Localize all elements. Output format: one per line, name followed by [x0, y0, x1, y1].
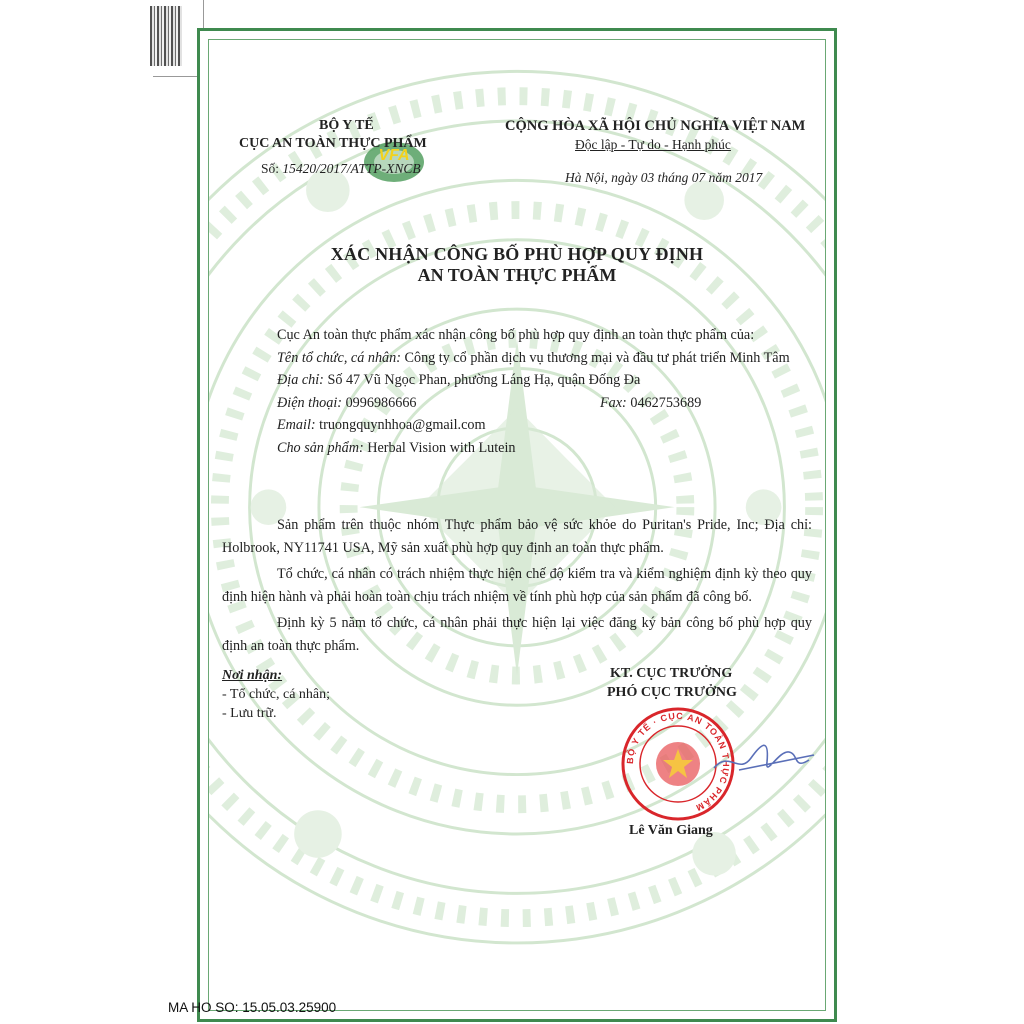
number-value: 15420/2017/ATTP-XNCB	[282, 161, 421, 176]
recipients-block	[222, 666, 422, 723]
recipient-item: - Tổ chức, cá nhân;	[222, 687, 331, 702]
paragraph-manufacturer: Sản phẩm trên thuộc nhóm Thực phẩm bảo vệ sức khỏe do Puritan's Pride, Inc; Địa chỉ: Holbrook, NY11741 USA, Mỹ sản xuất phù hợp quy định an toàn thực phẩm.	[222, 517, 812, 556]
national-motto: Độc lập - Tự do - Hạnh phúc	[575, 137, 731, 152]
handwritten-signature-icon	[709, 730, 819, 790]
signatory-title-line1: KT. CỤC TRƯỞNG	[610, 666, 733, 681]
address-field: Địa chỉ: Số 47 Vũ Ngọc Phan, phường Láng Hạ, quận Đống Đa	[277, 372, 641, 388]
product-field: Cho sản phẩm: Herbal Vision with Lutein	[277, 439, 516, 456]
country-name: CỘNG HÒA XÃ HỘI CHỦ NGHĨA VIỆT NAM	[505, 118, 806, 134]
fax-value: 0462753689	[630, 394, 702, 411]
document-title-line1: XÁC NHẬN CÔNG BỐ PHÙ HỢP QUY ĐỊNH	[330, 244, 704, 264]
phone-value: 0996986666	[345, 394, 417, 411]
declaration-paragraphs	[222, 514, 812, 657]
certificate	[197, 28, 837, 1022]
fax-field: Fax: 0462753689	[600, 394, 702, 411]
paragraph-renewal: Định kỳ 5 năm tổ chức, cá nhân phải thực hiện lại việc đăng ký bản công bố phù hợp quy định an toàn thực phẩm.	[222, 615, 812, 654]
signer-name: Lê Văn Giang	[629, 823, 713, 838]
document-number	[261, 161, 421, 177]
signatory-title-line2: PHÓ CỤC TRƯỞNG	[607, 685, 737, 700]
svg-text:BỘ Y TẾ · CỤC AN TOÀN THỰC PHẨ: BỘ Y TẾ · CỤC AN TOÀN THỰC PHẨM	[624, 710, 732, 814]
address-value: Số 47 Vũ Ngọc Phan, phường Láng Hạ, quận Đống Đa	[327, 372, 641, 388]
product-value: Herbal Vision with Lutein	[367, 439, 516, 456]
declaration-fields	[222, 324, 812, 459]
qr-code-icon	[150, 6, 182, 66]
certificate-inner-border	[208, 39, 826, 1011]
intro-text: Cục An toàn thực phẩm xác nhận công bố phù hợp quy định an toàn thực phẩm của:	[277, 327, 755, 343]
issue-date: Hà Nội, ngày 03 tháng 07 năm 2017	[565, 170, 763, 185]
svg-text:VFA: VFA	[378, 147, 410, 164]
paragraph-responsibility: Tổ chức, cá nhân có trách nhiệm thực hiện chế độ kiểm tra và kiểm nghiệm định kỳ theo quy định hiện hành và phải hoàn toàn chịu trách nhiệm về tính phù hợp của sản phẩm đã công bố.	[222, 566, 812, 605]
org-field: Tên tổ chức, cá nhân: Công ty cổ phần dịch vụ thương mại và đầu tư phát triển Minh Tâm	[277, 349, 790, 366]
ministry-name: BỘ Y TẾ	[319, 118, 374, 133]
number-label: Số:	[261, 161, 280, 176]
dossier-code: MA HO SO: 15.05.03.25900	[168, 1000, 337, 1015]
recipients-title: Nơi nhận:	[222, 668, 283, 683]
phone-fax-field: Điện thoại: 0996986666 Fax: 0462753689	[222, 392, 812, 415]
department-name: CỤC AN TOÀN THỰC PHẨM	[239, 136, 427, 151]
org-value: Công ty cổ phần dịch vụ thương mại và đầu tư phát triển Minh Tâm	[404, 349, 790, 366]
email-field: Email: truongquynhhoa@gmail.com	[277, 417, 486, 433]
email-value: truongquynhhoa@gmail.com	[319, 417, 486, 433]
document-title-line2: AN TOÀN THỰC PHẨM	[417, 265, 617, 285]
recipient-item: - Lưu trữ.	[222, 706, 277, 721]
